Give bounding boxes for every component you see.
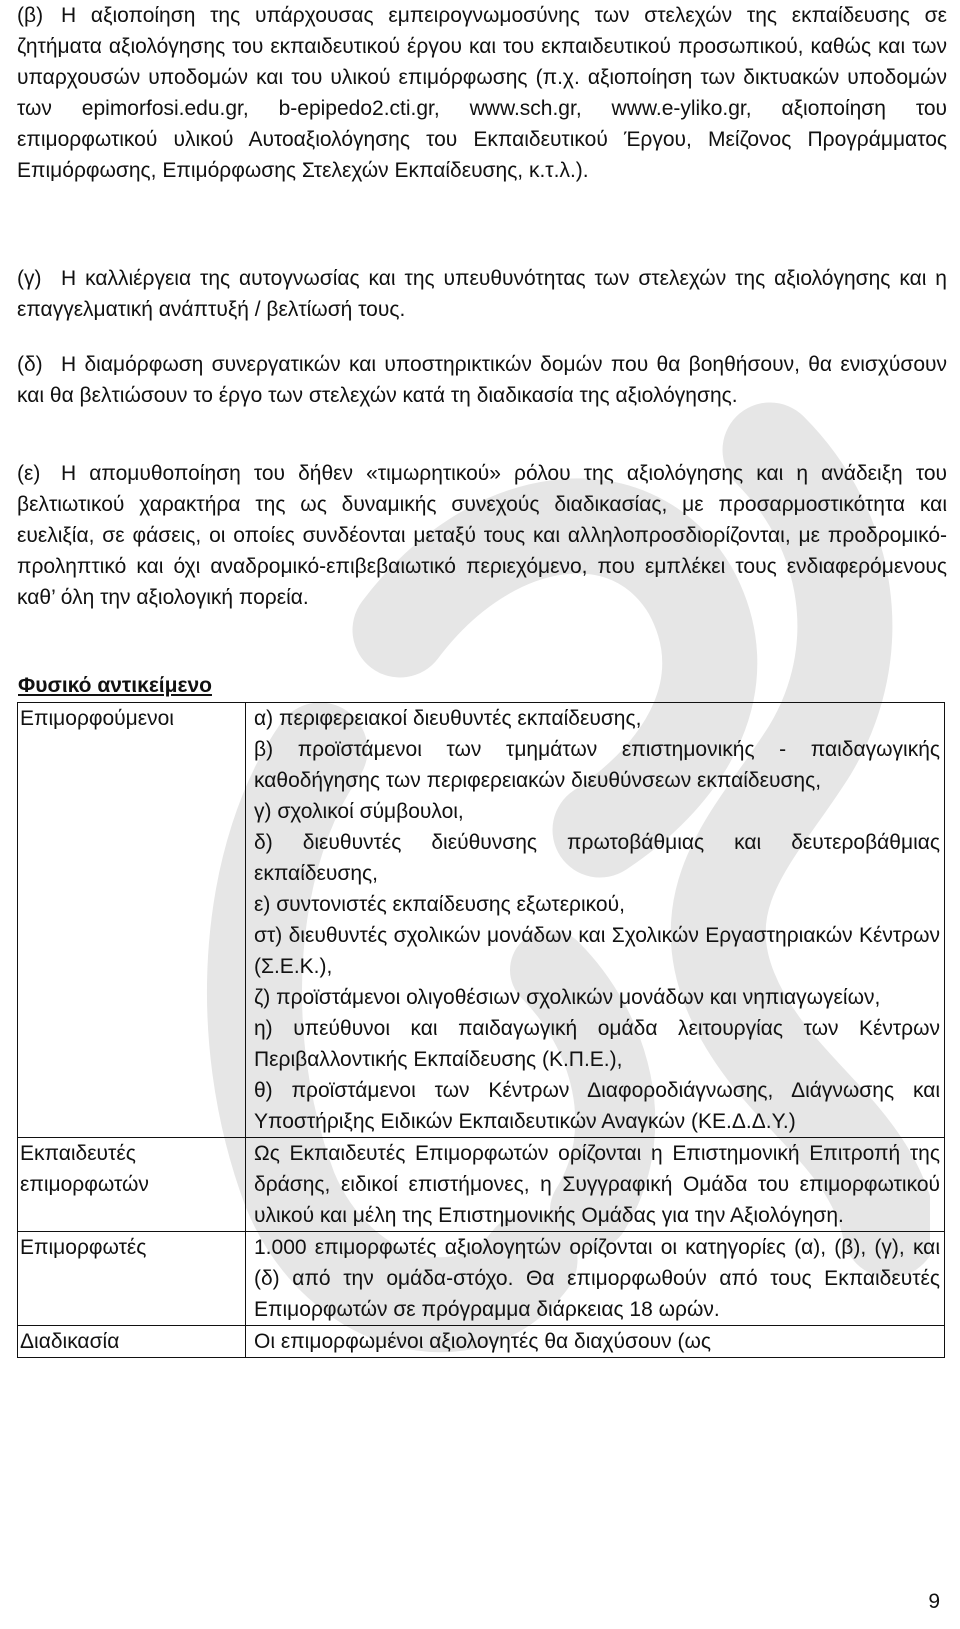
paragraph-beta xyxy=(17,0,947,186)
paragraph-label: (β) xyxy=(17,4,44,27)
paragraph-text: Η απομυθοποίηση του δήθεν «τιμωρητικού» ρόλου της αξιολόγησης και η ανάδειξη του βελτιωτικού χαρακτήρα της ως δυναμικής συνεχούς διαδικασίας, με προσαρμοστικότητα και ευελιξία, σε φάσεις, οι οποίες συνδέονται μεταξύ τους και αλληλοπροσδιορίζονται, με προδρομικό-προληπτικό και όχι αναδρομικό-επιβεβαιωτικό περιεχόμενο, που εμπλέκει τους ενδιαφερόμενους καθ’ όλη την αξιολογική πορεία. xyxy=(17,462,947,609)
section-title: Φυσικό αντικείμενο xyxy=(18,674,212,697)
row-label xyxy=(18,1138,246,1232)
row-label-text: Εκπαιδευτές xyxy=(20,1142,136,1165)
row-label-text: επιμορφωτών xyxy=(20,1173,149,1196)
paragraph-text: Η καλλιέργεια της αυτογνωσίας και της υπευθυνότητας των στελεχών της αξιολόγησης και η επαγγελματική ανάπτυξή / βελτίωσή τους. xyxy=(17,267,947,321)
paragraph-text: Η διαμόρφωση συνεργατικών και υποστηρικτικών δομών που θα βοηθήσουν, θα ενισχύσουν και θα βελτιώσουν το έργο των στελεχών κατά τη διαδικασία της αξιολόγησης. xyxy=(17,353,947,407)
list-item: β) προϊστάμενοι των τμημάτων επιστημονικής - παιδαγωγικής καθοδήγησης των περιφερειακών διευθύνσεων εκπαίδευσης, xyxy=(254,738,940,792)
row-text: 1.000 επιμορφωτές αξιολογητών ορίζονται οι κατηγορίες (α), (β), (γ), και (δ) από την ομάδα-στόχο. Θα επιμορφωθούν από τους Εκπαιδευτές Επιμορφωτών σε πρόγραμμα διάρκειας 18 ωρών. xyxy=(254,1236,940,1321)
row-content xyxy=(246,1138,945,1232)
row-content xyxy=(246,703,945,1138)
list-item: ζ) προϊστάμενοι ολιγοθέσιων σχολικών μονάδων και νηπιαγωγείων, xyxy=(254,986,881,1009)
row-content xyxy=(246,1326,945,1358)
row-text: Ως Εκπαιδευτές Επιμορφωτών ορίζονται η Επιστημονική Επιτροπή της δράσης, ειδικοί επιστήμονες, η Συγγραφική Ομάδα του επιμορφωτικού υλικού και μέλη της Επιστημονικής Ομάδας για την Αξιολόγηση. xyxy=(254,1142,940,1227)
paragraph-epsilon xyxy=(17,458,947,613)
row-label-text: Επιμορφούμενοι xyxy=(20,707,174,730)
row-content xyxy=(246,1232,945,1326)
list-item: στ) διευθυντές σχολικών μονάδων και Σχολικών Εργαστηριακών Κέντρων (Σ.Ε.Κ.), xyxy=(254,924,940,978)
row-text: Οι επιμορφωμένοι αξιολογητές θα διαχύσουν (ως xyxy=(254,1330,711,1353)
paragraph-delta xyxy=(17,349,947,411)
table-row xyxy=(18,1326,945,1358)
table-row xyxy=(18,1138,945,1232)
paragraph-gamma xyxy=(17,263,947,325)
row-label-text: Διαδικασία xyxy=(20,1330,120,1353)
object-table xyxy=(17,702,945,1358)
list-item: θ) προϊστάμενοι των Κέντρων Διαφοροδιάγνωσης, Διάγνωσης και Υποστήριξης Ειδικών Εκπαιδευτικών Αναγκών (ΚΕ.Δ.Δ.Υ.) xyxy=(254,1079,940,1133)
list-item: η) υπεύθυνοι και παιδαγωγική ομάδα λειτουργίας των Κέντρων Περιβαλλοντικής Εκπαίδευσης (Κ.Π.Ε.), xyxy=(254,1017,940,1071)
list-item: ε) συντονιστές εκπαίδευσης εξωτερικού, xyxy=(254,893,625,916)
list-item: α) περιφερειακοί διευθυντές εκπαίδευσης, xyxy=(254,707,642,730)
list-item: γ) σχολικοί σύμβουλοι, xyxy=(254,800,464,823)
list-item: δ) διευθυντές διεύθυνσης πρωτοβάθμιας και δευτεροβάθμιας εκπαίδευσης, xyxy=(254,831,940,885)
row-label-text: Επιμορφωτές xyxy=(20,1236,147,1259)
paragraph-text: Η αξιοποίηση της υπάρχουσας εμπειρογνωμοσύνης των στελεχών της εκπαίδευσης σε ζητήματα αξιολόγησης του εκπαιδευτικού έργου και του εκπαιδευτικού προσωπικού, καθώς και των υπαρχουσών υποδομών και του υλικού επιμόρφωσης (π.χ. αξιοποίηση των δικτυακών υποδομών των epimorfosi.edu.gr, b-epipedo2.cti.gr, www.sch.gr, www.e-yliko.gr, αξιοποίηση του επιμορφωτικού υλικού Αυτοαξιολόγησης του Εκπαιδευτικού Έργου, Μείζονος Προγράμματος Επιμόρφωσης, Επιμόρφωσης Στελεχών Εκπαίδευσης, κ.τ.λ.). xyxy=(17,4,947,182)
page-number: 9 xyxy=(928,1590,940,1613)
row-label xyxy=(18,1232,246,1326)
row-label xyxy=(18,1326,246,1358)
paragraph-label: (ε) xyxy=(17,462,41,485)
paragraph-label: (δ) xyxy=(17,353,43,376)
paragraph-label: (γ) xyxy=(17,267,42,290)
row-label xyxy=(18,703,246,1138)
table-row xyxy=(18,1232,945,1326)
table-row xyxy=(18,703,945,1138)
